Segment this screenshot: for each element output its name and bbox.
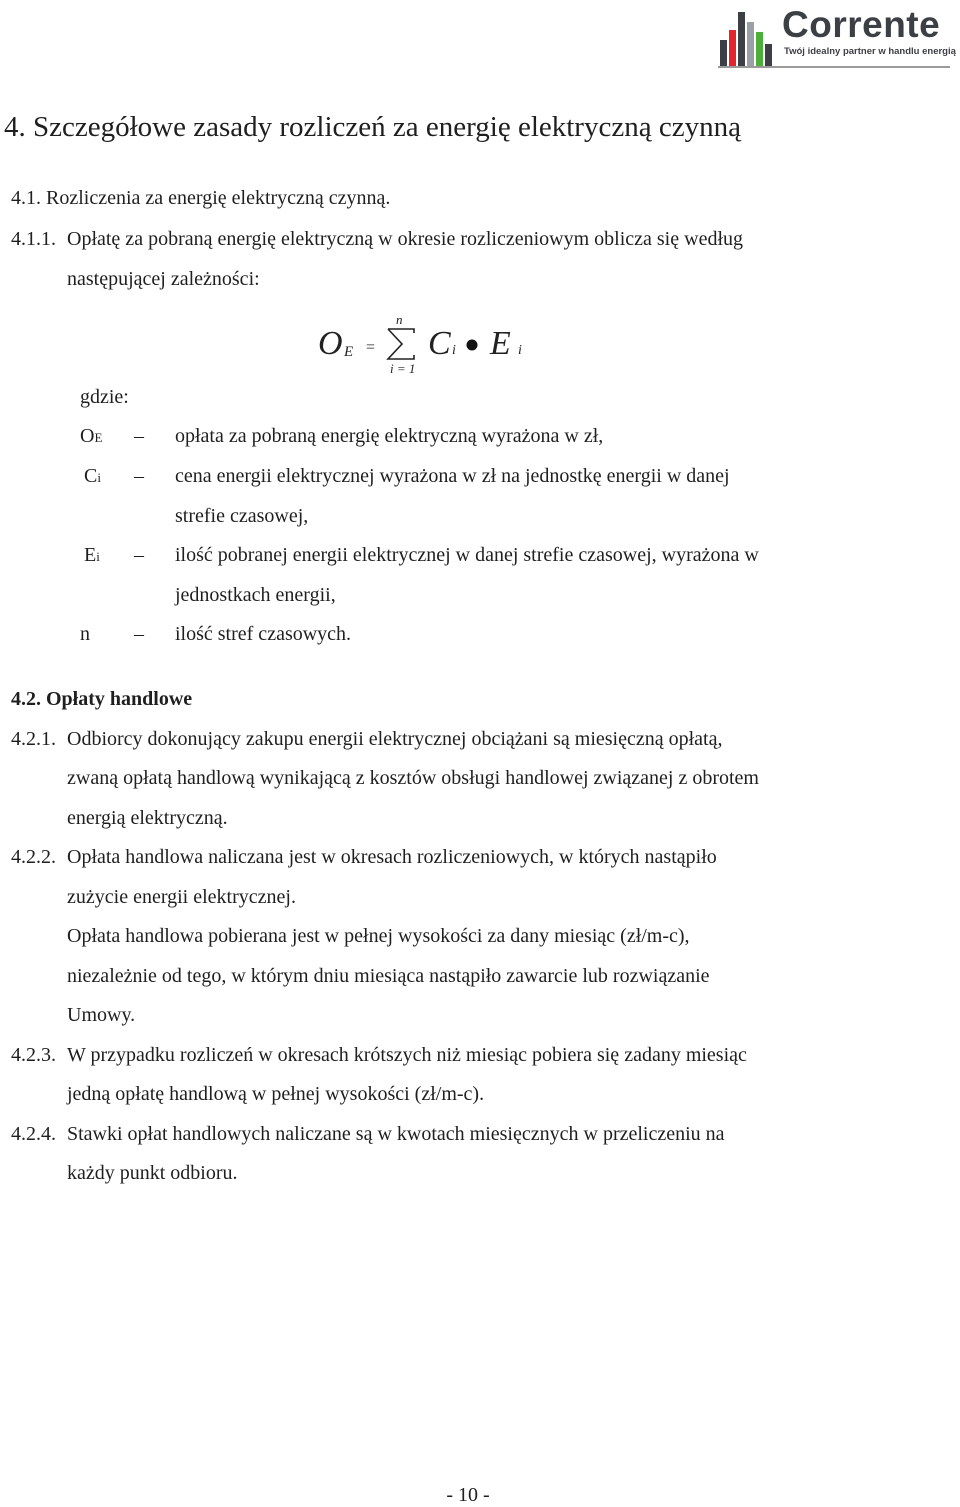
formula-e: E xyxy=(490,325,511,362)
logo-wordmark: Corrente xyxy=(782,4,941,45)
def-text: ilość stref czasowych. xyxy=(175,623,352,645)
paragraph-line: Odbiorcy dokonujący zakupu energii elektrycznej obciążani są miesięczną opłatą, xyxy=(67,728,723,750)
def-dash: – xyxy=(134,465,144,487)
def-text: strefie czasowej, xyxy=(175,505,309,527)
product-dot-icon xyxy=(467,340,478,351)
paragraph-line: każdy punkt odbioru. xyxy=(67,1162,238,1184)
where-label: gdzie: xyxy=(80,386,129,408)
def-dash: – xyxy=(134,544,144,566)
def-symbol: Ei xyxy=(84,544,100,566)
logo-tagline: Twój idealny partner w handlu energią xyxy=(784,46,956,57)
def-dash: – xyxy=(134,623,144,645)
sum-sign-icon xyxy=(388,329,414,359)
def-text: opłata za pobraną energię elektryczną wyrażona w zł, xyxy=(175,425,604,447)
paragraph-line: zwaną opłatą handlową wynikającą z kosztów obsługi handlowej związanej z obrotem xyxy=(67,767,759,789)
paragraph-line: energią elektryczną. xyxy=(67,807,228,829)
paragraph-number: 4.2.4. xyxy=(11,1123,56,1145)
paragraph-line: Umowy. xyxy=(67,1004,136,1026)
def-symbol: OE xyxy=(80,425,103,447)
def-symbol: n xyxy=(80,623,90,645)
section-42-heading: 4.2. Opłaty handlowe xyxy=(11,688,193,710)
def-text: cena energii elektrycznej wyrażona w zł na jednostkę energii w danej xyxy=(175,465,730,487)
def-text: ilość pobranej energii elektrycznej w danej strefie czasowej, wyrażona w xyxy=(175,544,759,566)
paragraph-line: Stawki opłat handlowych naliczane są w kwotach miesięcznych w przeliczeniu na xyxy=(67,1123,725,1145)
def-dash: – xyxy=(134,425,144,447)
formula-c-sub: i xyxy=(452,343,456,358)
paragraph-number: 4.2.1. xyxy=(11,728,56,750)
formula-eq: = xyxy=(366,339,376,356)
formula xyxy=(310,312,550,382)
paragraph-line: Opłata handlowa pobierana jest w pełnej wysokości za dany miesiąc (zł/m-c), xyxy=(67,925,690,947)
formula-lhs-sub: E xyxy=(344,344,354,360)
paragraph-line: następującej zależności: xyxy=(67,268,260,290)
paragraph-number: 4.2.2. xyxy=(11,846,56,868)
formula-sum-upper: n xyxy=(396,312,403,327)
paragraph-line: niezależnie od tego, w którym dniu miesiąca nastąpiło zawarcie lub rozwiązanie xyxy=(67,965,710,987)
logo-bars-icon xyxy=(718,10,778,68)
paragraph-line: Opłata handlowa naliczana jest w okresach rozliczeniowych, w których nastąpiło xyxy=(67,846,717,868)
def-text: jednostkach energii, xyxy=(175,584,336,606)
paragraph-number: 4.1.1. xyxy=(11,228,56,250)
formula-lhs: O xyxy=(318,325,343,362)
formula-c: C xyxy=(428,325,451,362)
corrente-logo xyxy=(718,4,956,70)
logo-divider xyxy=(718,66,950,68)
paragraph-number: 4.2.3. xyxy=(11,1044,56,1066)
paragraph-line: jedną opłatę handlową w pełnej wysokości (zł/m-c). xyxy=(67,1083,485,1105)
formula-sum-lower: i = 1 xyxy=(390,361,416,376)
paragraph-line: W przypadku rozliczeń w okresach krótszych niż miesiąc pobiera się zadany miesiąc xyxy=(67,1044,747,1066)
paragraph-line: Opłatę za pobraną energię elektryczną w okresie rozliczeniowym oblicza się według xyxy=(67,228,743,250)
def-symbol: Ci xyxy=(84,465,101,487)
paragraph-line: zużycie energii elektrycznej. xyxy=(67,886,296,908)
section-heading: 4. Szczegółowe zasady rozliczeń za energię elektryczną czynną xyxy=(4,111,741,143)
formula-e-sub: i xyxy=(518,343,522,358)
page-number: - 10 - xyxy=(446,1484,490,1506)
sub-heading: 4.1. Rozliczenia za energię elektryczną czynną. xyxy=(11,187,391,209)
